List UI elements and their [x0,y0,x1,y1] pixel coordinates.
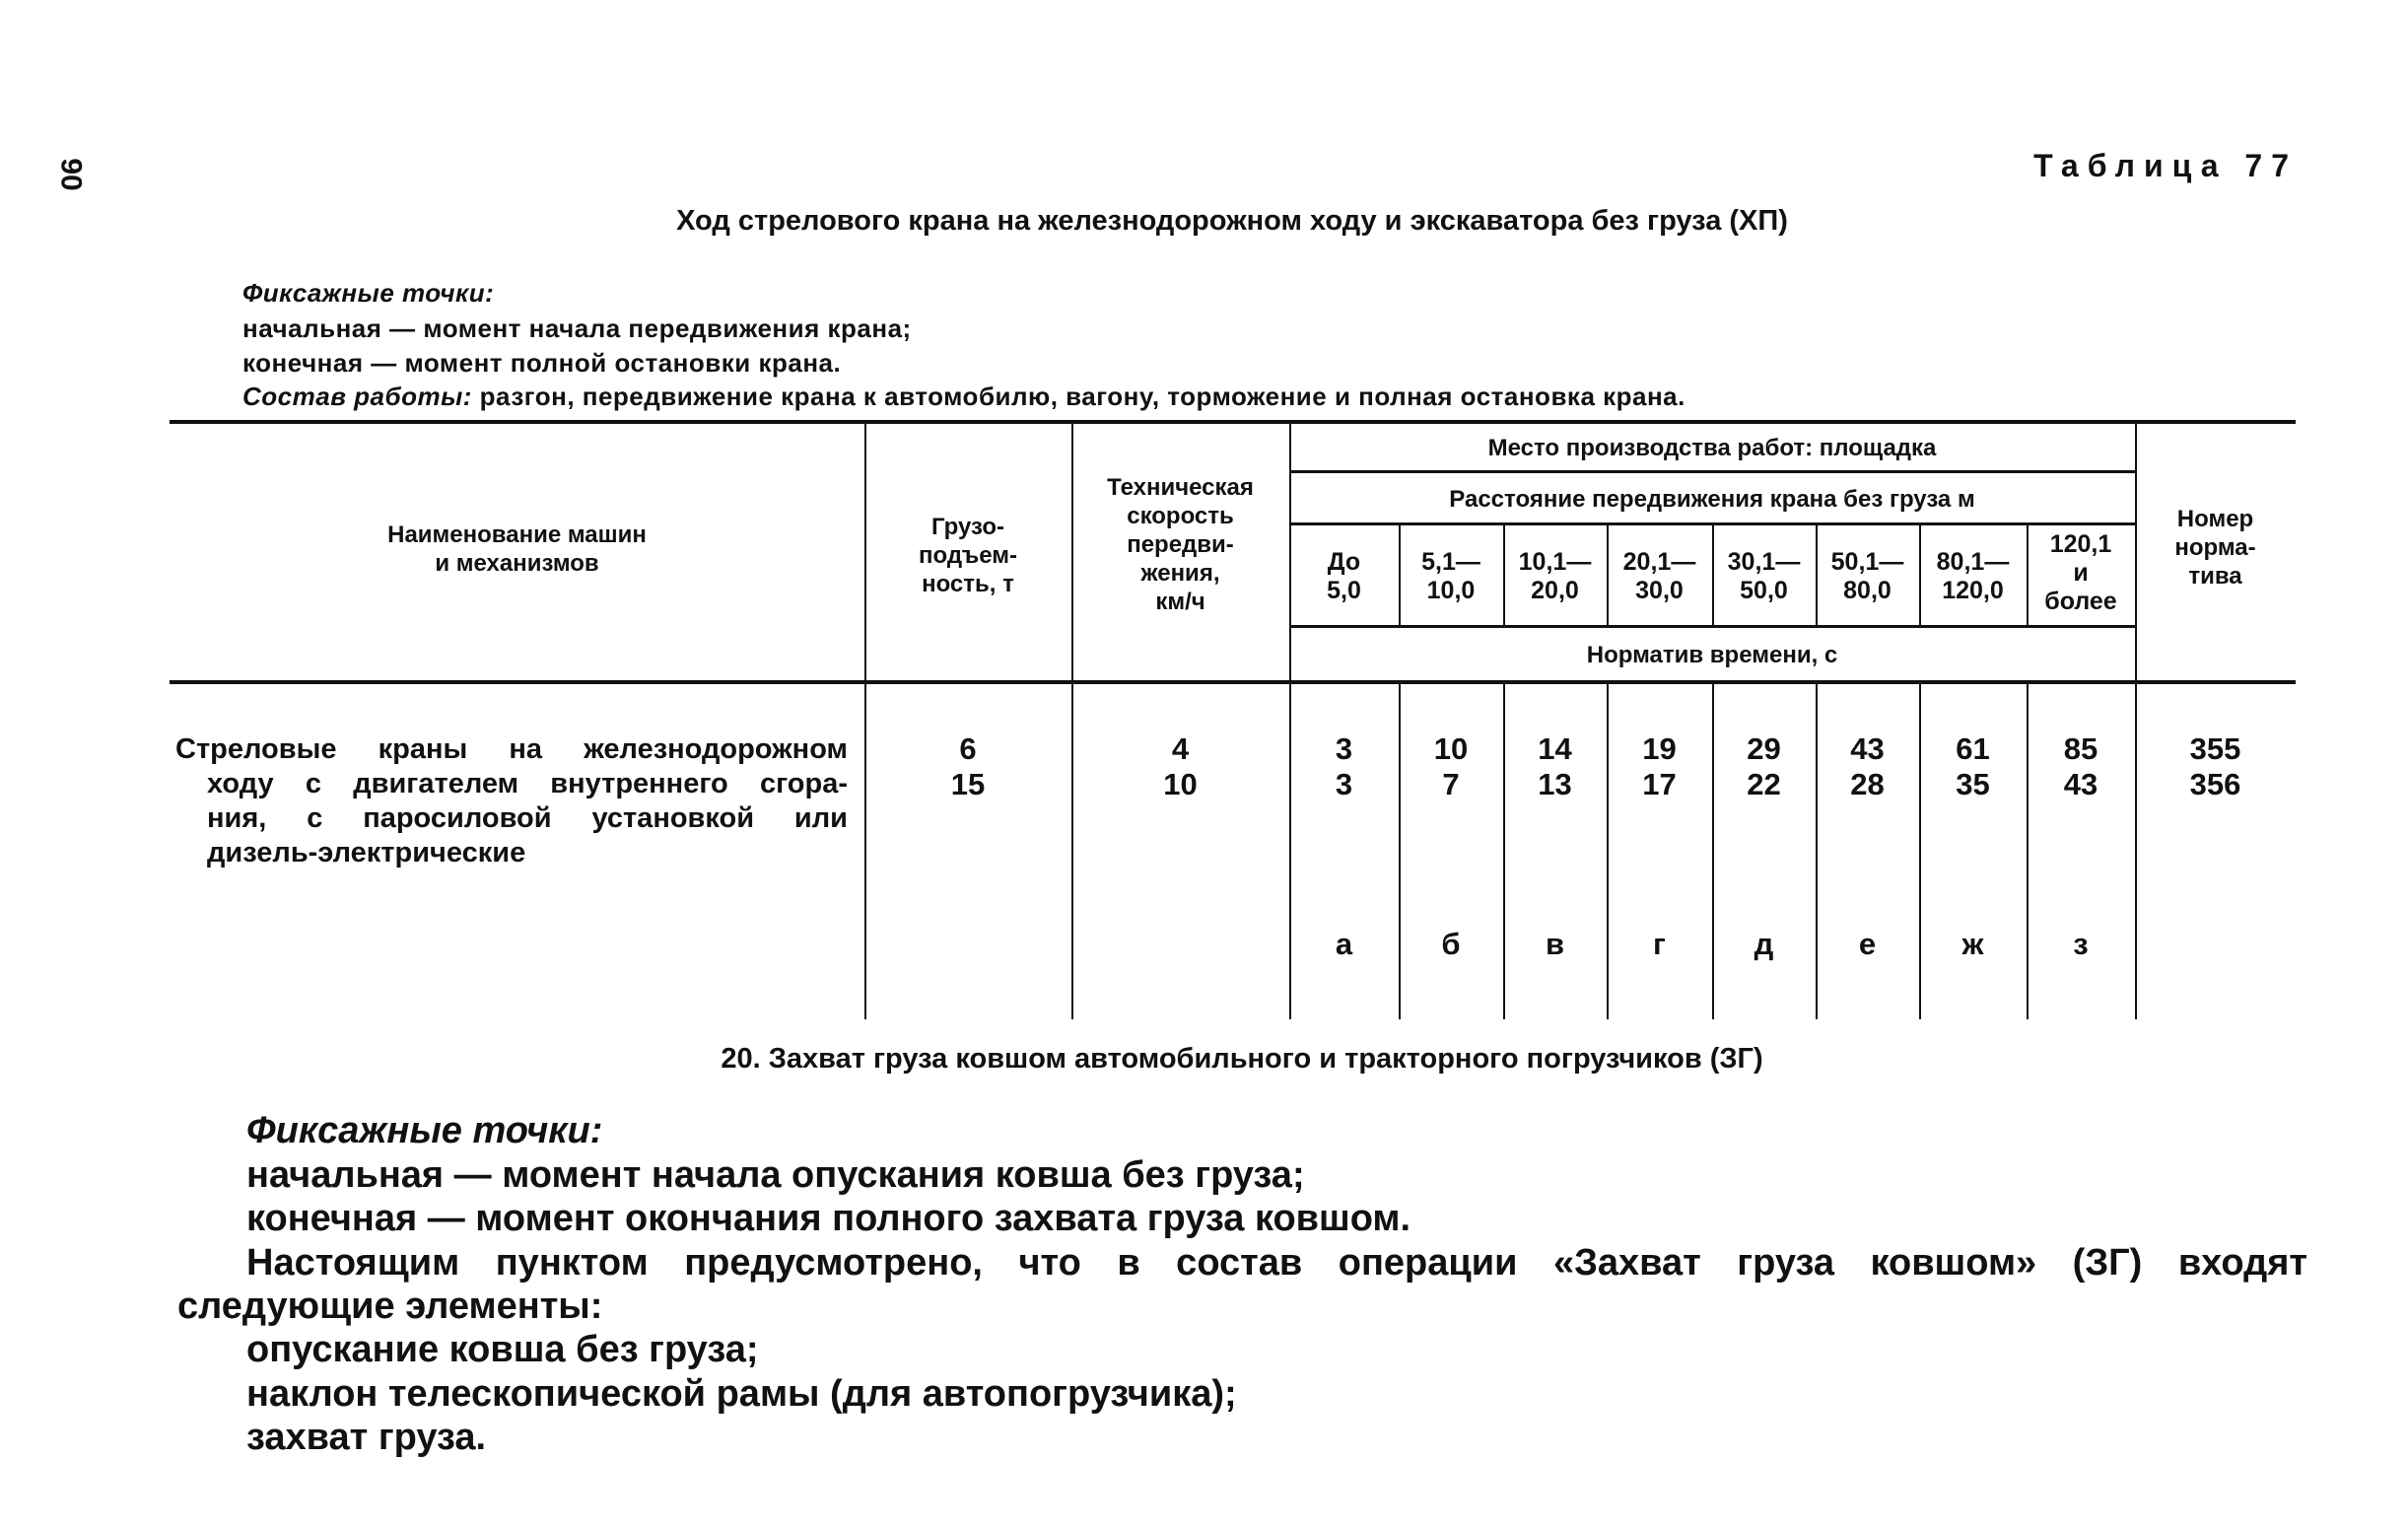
time-cell [1712,731,1816,802]
range-header: 10,1— 20,0 [1518,548,1592,604]
range-header: До 5,0 [1327,548,1361,604]
header-name: Наименование машин и механизмов [387,521,647,577]
row-name-line: дизель-электрические [207,837,526,868]
norm-number-2: 356 [2189,767,2241,801]
column-letter: ж [1961,927,1984,961]
time-value: 43 [2063,767,2098,801]
fix-start: начальная — момент начала передвижения крана; [242,313,912,343]
section2-line: начальная — момент начала опускания ковша без груза; [246,1154,1305,1196]
time-value: 61 [1956,731,1990,766]
time-cell [1399,731,1503,802]
section2-line: конечная — момент окончания полного захвата груза ковшом. [246,1198,1411,1239]
section2-line: следующие элементы: [177,1285,603,1327]
header-distance: Расстояние передвижения крана без груза м [1449,486,1975,513]
time-cell [1607,731,1712,802]
section2-heading: Фиксажные точки: [246,1110,603,1151]
time-cell [1816,731,1919,802]
composition [242,382,1686,412]
column-letter: б [1441,927,1461,961]
rule-line [864,422,866,1019]
capacity-1: 6 [959,731,977,766]
time-value: 85 [2063,731,2098,766]
header-norm-time: Норматив времени, с [1586,642,1838,668]
time-value: 35 [1956,767,1990,801]
section2-title: 20. Захват груза ковшом автомобильного и тракторного погрузчиков (ЗГ) [721,1043,1763,1075]
column-letter: г [1653,927,1666,961]
speed-2: 10 [1163,767,1198,801]
time-cell [2027,731,2135,802]
rule-line [170,420,2296,424]
header-norm-number: Номер норма- тива [2174,506,2256,590]
fix-points-heading: Фиксажные точки: [242,278,495,308]
time-value: 14 [1538,731,1572,766]
row-name-line: Стреловые краны на железнодорожном [175,733,848,765]
time-cell [1919,731,2027,802]
range-header: 120,1 и более [2044,530,2117,615]
capacity-2: 15 [950,767,986,801]
time-value: 29 [1747,731,1781,766]
time-cell [1289,731,1399,802]
column-letter: в [1545,927,1565,961]
section2-line: опускание ковша без груза; [246,1329,759,1370]
time-value: 13 [1538,767,1572,801]
norm-number-cell [2135,731,2296,802]
column-letter: д [1754,927,1774,961]
time-value: 28 [1850,767,1885,801]
header-place: Место производства работ: площадка [1487,435,1937,461]
range-header: 80,1— 120,0 [1936,548,2010,604]
table-label: Таблица 77 [2033,148,2298,183]
page-number: 90 [54,158,88,191]
row-name-line: ния, с паросиловой установкой или [207,802,848,834]
header-speed: Техническая скорость передви- жения, км/ч [1107,474,1254,615]
header-capacity: Грузо- подъем- ность, т [918,514,1018,597]
time-value: 19 [1642,731,1677,766]
fix-end: конечная — момент полной остановки крана. [242,348,842,378]
table-title: Ход стрелового крана на железнодорожном ходу и экскаватора без груза (ХП) [676,205,1788,237]
time-value: 43 [1850,731,1885,766]
speed-1: 4 [1171,731,1190,766]
capacity-cell [864,731,1071,802]
range-header: 5,1— 10,0 [1421,548,1480,604]
column-letter: а [1335,927,1353,961]
norm-number-1: 355 [2189,731,2241,766]
time-cell [1503,731,1607,802]
time-value: 22 [1747,767,1781,801]
column-letter: е [1858,927,1877,961]
rule-line [170,680,2296,684]
range-header: 20,1— 30,0 [1622,548,1696,604]
column-letter: з [2073,927,2089,961]
time-value: 10 [1433,731,1469,766]
time-value: 3 [1335,731,1353,766]
row-name-line: ходу с двигателем внутреннего сгора- [207,768,848,799]
composition-text: разгон, передвижение крана к автомобилю, вагону, торможение и полная остановка крана. [471,382,1686,411]
section2-line: наклон телескопической рамы (для автопогрузчика); [246,1373,1237,1415]
range-header: 50,1— 80,0 [1830,548,1904,604]
section2-line: захват груза. [246,1417,487,1458]
rule-line [1289,470,2135,473]
range-header: 30,1— 50,0 [1727,548,1801,604]
time-value: 17 [1642,767,1677,801]
time-value: 3 [1335,767,1353,801]
time-value: 7 [1442,767,1460,801]
composition-label: Состав работы: [242,382,472,411]
section2-line: Настоящим пунктом предусмотрено, что в состав операции «Захват груза ковшом» (ЗГ) входят [246,1242,2307,1284]
speed-cell [1071,731,1289,802]
